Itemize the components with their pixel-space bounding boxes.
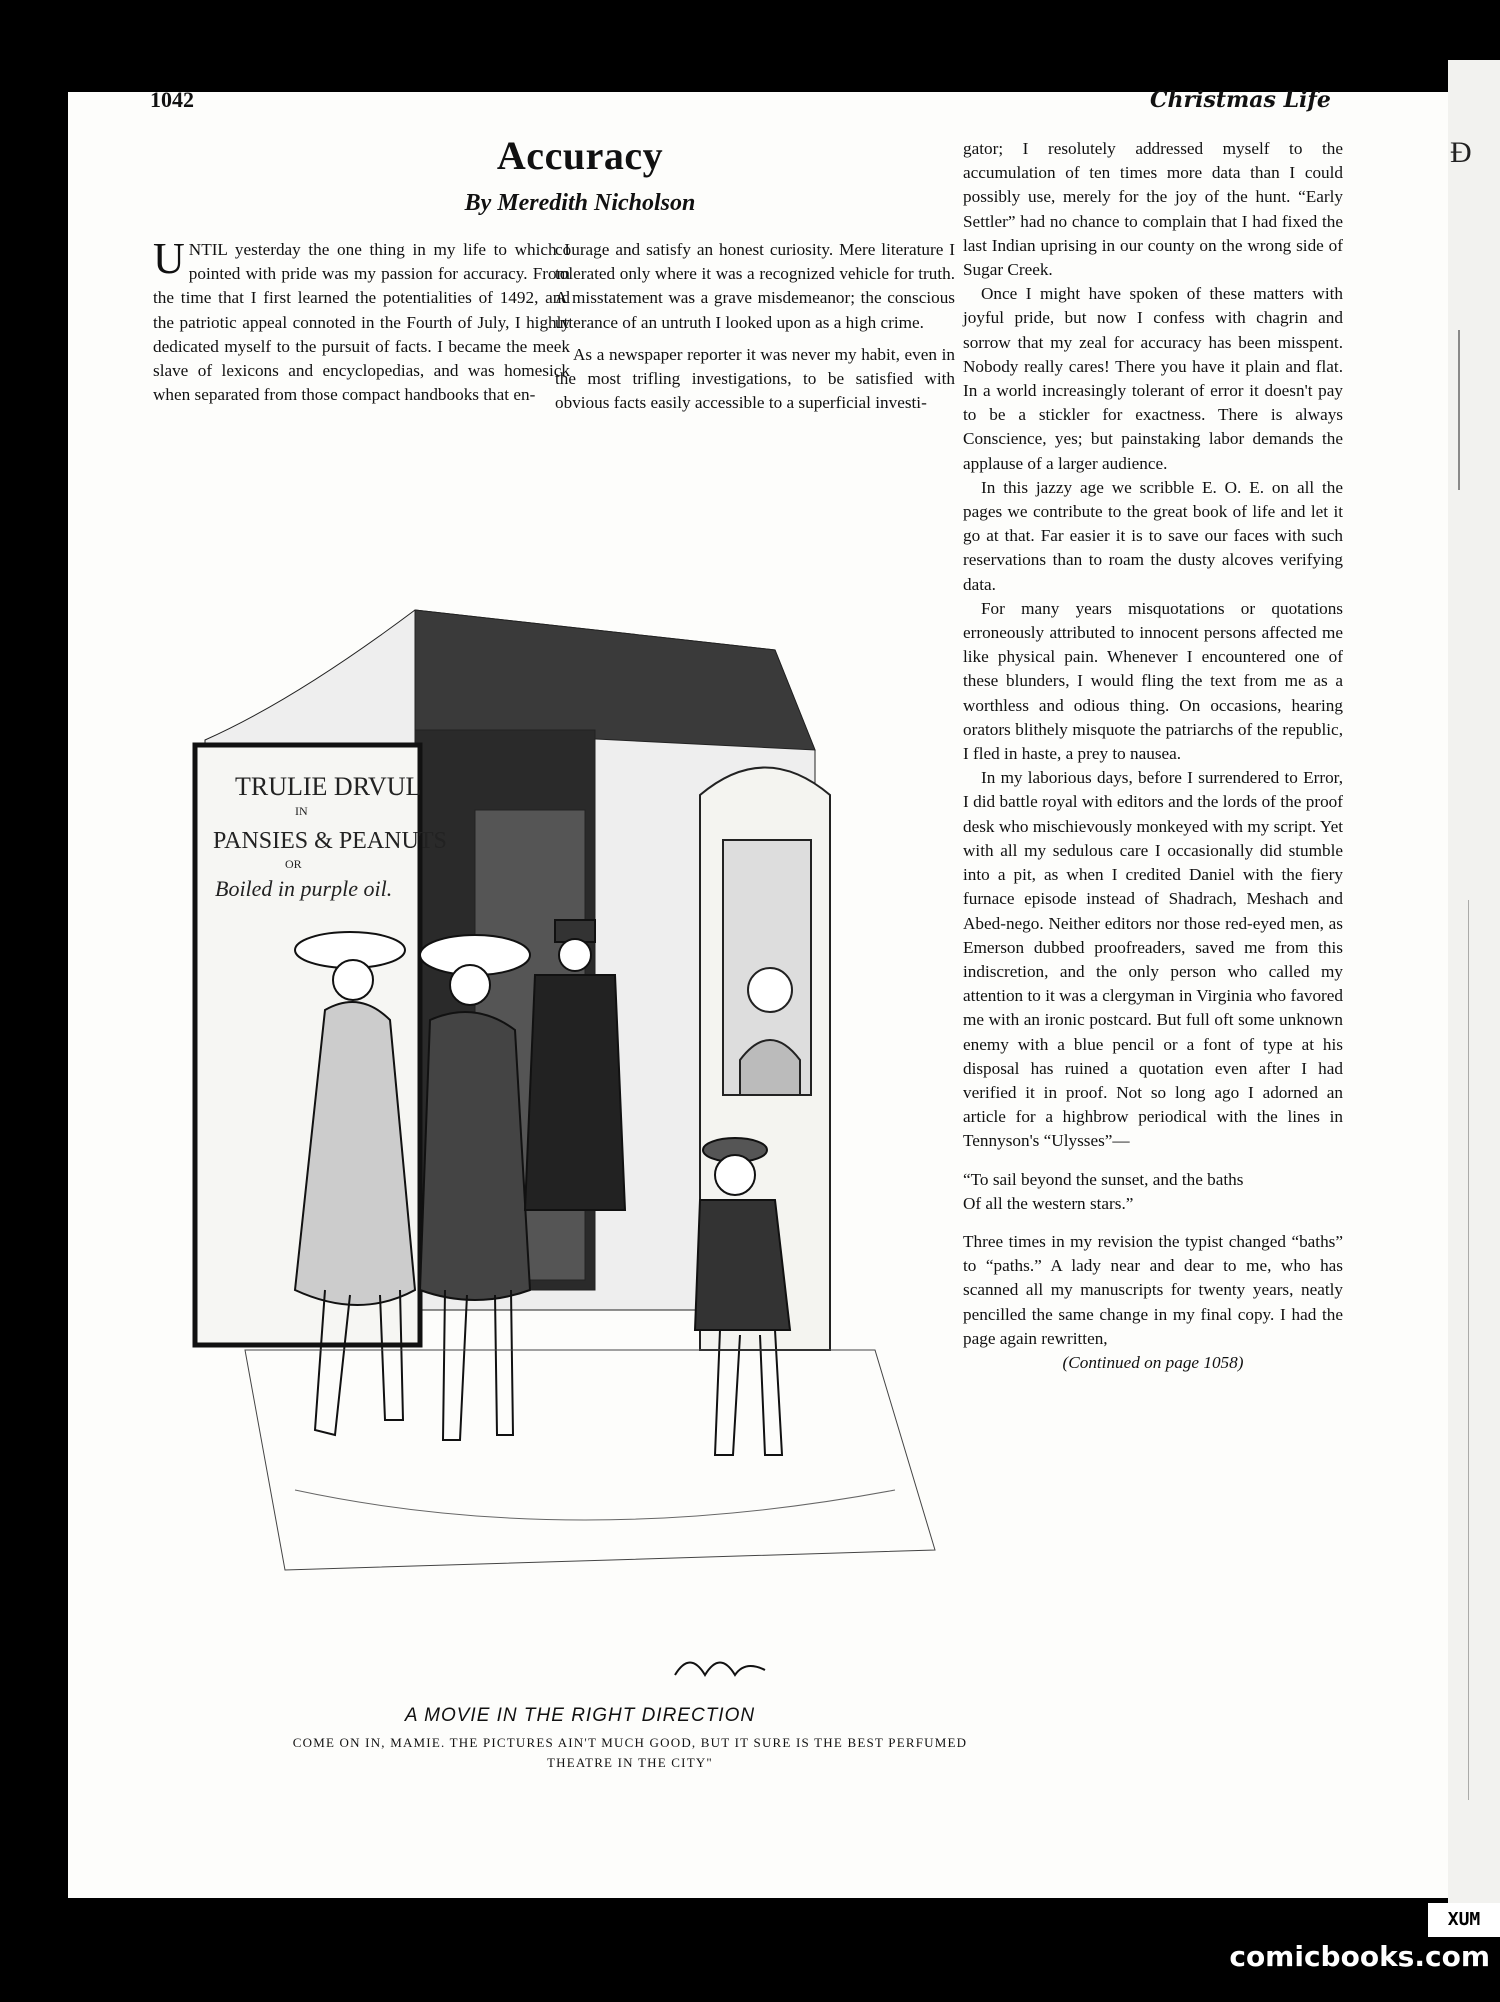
text-column-1 (153, 234, 570, 407)
drop-cap: U (153, 234, 185, 283)
page-number: 1042 (150, 87, 194, 112)
poem-line: “To sail beyond the sunset, and the baths (963, 1169, 1244, 1189)
paragraph: UNTIL yesterday the one thing in my life to which I pointed with pride was my passion for accuracy. From the time that I first learned the potentialities of 1492, and the patriotic appeal connoted in the Fourth of July, I highly dedicated myself to the pursuit of facts. I became the meek slave of lexicons and encyclopedias, and was homesick when separated from those compact handbooks that en- (153, 234, 570, 405)
corner-mark: XUM (1428, 1903, 1500, 1937)
paragraph: courage and satisfy an honest curiosity. Mere literature I tolerated only where it was a recognized vehicle for truth. A misstatement was a grave misdemeanor; the conscious utterance of an untruth I looked upon as a high crime. (555, 240, 955, 332)
paragraph: Once I might have spoken of these matters with joyful pride, but now I confess with chagrin and sorrow that my zeal for accuracy has been misspent. Nobody really cares! There you have it plain and flat. In a world increasingly tolerant of error it doesn't pay to be a stickler for exactness. There is always Conscience, yes; but painstaking labor demands the applause of a larger audience. (963, 284, 1343, 473)
adjacent-page-edge (1448, 60, 1500, 1910)
paragraph: As a newspaper reporter it was never my habit, even in the most trifling investigations, to be satisfied with obvious facts easily accessible to a superficial investi- (555, 344, 955, 413)
adjacent-page-art (1458, 330, 1500, 490)
adjacent-page-art-lower (1468, 900, 1499, 1800)
text-column-2 (555, 238, 955, 415)
poster-subtitle: Boiled in purple oil. (215, 876, 393, 901)
poster-title: TRULIE DRVUL (235, 772, 422, 801)
poster-feature: PANSIES & PEANUTS (213, 828, 447, 854)
artist-signature (675, 1663, 765, 1676)
illustration-caption-text: COME ON IN, MAMIE. THE PICTURES AIN'T MUCH GOOD, BUT IT SURE IS THE BEST PERFUMED THEATRE IN THE CITY" (292, 1735, 968, 1770)
adjacent-page-glyph: Ð (1450, 136, 1472, 169)
paragraph: gator; I resolutely addressed myself to the accumulation of ten times more data than I could possibly use, merely for the joy of the hunt. “Early Settler” had no chance to complain that I had fixed the last Indian uprising in our county on the wrong side of Sugar Creek. (963, 139, 1343, 280)
paragraph: In this jazzy age we scribble E. O. E. on all the pages we contribute to the great book of life and let it go at that. Far easier it is to save our faces with such reservations than to roam the dusty alcoves verifying data. (963, 477, 1343, 594)
paragraph: In my laborious days, before I surrendered to Error, I did battle royal with editors and the lords of the proof desk who mischievously monkeyed with my script. Yet with all my sedulous care I occasionally did stumble into a pit, as when I credited Daniel with the fiery furnace episode instead of Shadrach, Meshach and Abed-nego. Neither editors nor those red-eyed men, as Emerson dubbed proofreaders, saved me from this indiscretion, and the only person who called my attention to it was a clergyman in Virginia who favored me with an ironic postcard. But full oft some unknown enemy with a blue pencil or a font of type at his disposal has ruined a quotation even after I had verified it in proof. Not so long ago I adorned an article for a highbrow periodical with the lines in Tennyson's “Ulysses”— (963, 768, 1343, 1151)
illustration-caption-title: A MOVIE IN THE RIGHT DIRECTION (404, 1705, 756, 1726)
poem-line: Of all the western stars.” (963, 1193, 1134, 1213)
movie-theatre-illustration (175, 590, 1005, 1710)
site-watermark: comicbooks.com (1229, 1940, 1490, 1973)
article-title: Accuracy (496, 133, 664, 178)
paragraph: For many years misquotations or quotations erroneously attributed to innocent persons affected me like physical pain. Whenever I encountered one of these blunders, I would fling the text from me as a worthless and odious thing. On occasions, hearing orators blithely misquote the patriarchs of the republic, I fled in haste, a prey to nausea. (963, 598, 1343, 764)
running-head: Christmas Life (1150, 87, 1331, 113)
text-column-3 (963, 137, 1343, 1375)
poster-or: OR (285, 857, 302, 871)
article-byline: By Meredith Nicholson (464, 190, 696, 216)
poster-in: IN (295, 804, 308, 818)
continued-note: (Continued on page 1058) (1062, 1352, 1244, 1372)
poem-quote (963, 1168, 1343, 1216)
paragraph: Three times in my revision the typist changed “baths” to “paths.” A lady near and dear to me, who has scanned all my manuscripts for twenty years, neatly pencilled the same change in my final copy. I had the page again rewritten, (963, 1231, 1343, 1348)
